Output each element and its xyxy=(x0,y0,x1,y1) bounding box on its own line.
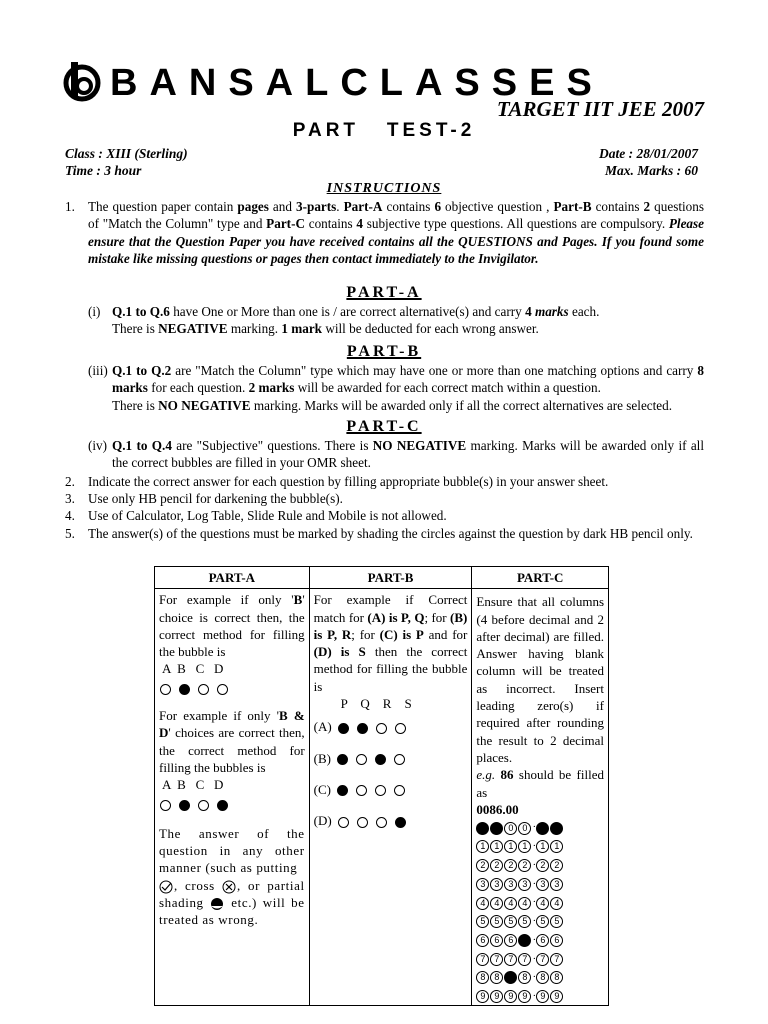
omr-bubble-icon: 4 xyxy=(550,897,563,910)
bubble-empty-icon xyxy=(375,785,386,796)
omr-bubble-icon: 8 xyxy=(536,971,549,984)
omr-bubble-icon: 3 xyxy=(476,878,489,891)
omr-bubble-icon: 4 xyxy=(536,897,549,910)
omr-bubble-icon: 1 xyxy=(490,840,503,853)
cross-bubble-icon xyxy=(222,880,237,894)
omr-bubble-icon: 0 xyxy=(504,822,517,835)
decimal-point: · xyxy=(532,858,537,871)
instruction-number: 4. xyxy=(65,508,75,523)
omr-bubble-icon: 0 xyxy=(518,822,531,835)
omr-bubble-icon: 9 xyxy=(518,990,531,1003)
omr-bubble-filled-icon: 6 xyxy=(518,934,531,947)
omr-bubble-icon: 7 xyxy=(504,953,517,966)
bubble-filled-icon xyxy=(357,723,368,734)
omr-bubble-icon: 8 xyxy=(490,971,503,984)
test-title: PART TEST-2 xyxy=(292,120,476,141)
omr-digit-row xyxy=(476,930,604,949)
omr-digit-row xyxy=(476,893,604,912)
instruction-number: 3. xyxy=(65,491,75,506)
omr-bubble-icon: 9 xyxy=(476,990,489,1003)
omr-bubble-icon: 6 xyxy=(550,934,563,947)
bubble-empty-icon xyxy=(217,684,228,695)
omr-bubble-icon: 8 xyxy=(518,971,531,984)
omr-digit-row xyxy=(476,949,604,968)
max-marks-label: Max. Marks : 60 xyxy=(604,163,698,178)
decimal-point: · xyxy=(532,840,537,853)
bubble-filled-icon xyxy=(395,817,406,828)
omr-bubble-icon: 2 xyxy=(536,859,549,872)
class-label: Class : XIII (Sterling) xyxy=(65,146,188,161)
omr-bubble-icon: 3 xyxy=(518,878,531,891)
omr-bubble-icon: 5 xyxy=(476,915,489,928)
omr-bubble-icon: 1 xyxy=(536,840,549,853)
omr-bubble-icon: 5 xyxy=(518,915,531,928)
omr-bubble-icon: 3 xyxy=(504,878,517,891)
bubble-filled-icon xyxy=(337,754,348,765)
omr-bubble-icon: 2 xyxy=(476,859,489,872)
omr-digit-row xyxy=(476,912,604,931)
omr-bubble-icon: 2 xyxy=(550,859,563,872)
omr-bubble-icon: 8 xyxy=(476,971,489,984)
table-header-part-a: PART-A xyxy=(155,567,310,589)
omr-digit-row xyxy=(476,856,604,875)
omr-bubble-icon: 7 xyxy=(518,953,531,966)
bubble-empty-icon xyxy=(198,684,209,695)
omr-bubble-filled-icon: 0 xyxy=(536,822,549,835)
bubble-filled-icon xyxy=(375,754,386,765)
instruction-1: The question paper contain pages and 3-parts. Part-A contains 6 objective question , Part-B contains 2 questions of "Match the Column" type and Part-C contains 4 subjective type questions. All questions are compulsory. Please ensure that the Question Paper you have received contains all the QUESTIONS and Pages. If you found some mistake like missing questions or pages then contact immediately to the Invigilator. xyxy=(88,199,704,267)
bubble-row-b xyxy=(159,680,305,697)
part-b-example: For example if Correct match for (A) is P, Q; for (B) is P, R; for (C) is P and for (D) is S then the correct method for filling the bubble is xyxy=(313,592,468,694)
omr-example-table xyxy=(154,566,609,1006)
instruction-3: Use only HB pencil for darkening the bubble(s). xyxy=(88,491,343,506)
part-c-instruction: Q.1 to Q.4 are "Subjective" questions. There is NO NEGATIVE marking. Marks will be awarded only if all the correct bubbles are filled in your OMR sheet. xyxy=(112,438,704,471)
omr-digit-row xyxy=(476,987,604,1006)
omr-bubble-icon: 3 xyxy=(536,878,549,891)
bubble-empty-icon xyxy=(356,754,367,765)
part-a-heading: PART-A xyxy=(346,284,422,301)
omr-bubble-icon: 6 xyxy=(504,934,517,947)
omr-digit-grid xyxy=(476,818,604,1005)
instruction-4: Use of Calculator, Log Table, Slide Rule and Mobile is not allowed. xyxy=(88,508,447,523)
bubble-filled-icon xyxy=(337,785,348,796)
date-label: Date : 28/01/2007 xyxy=(599,146,698,161)
omr-bubble-icon: 7 xyxy=(490,953,503,966)
decimal-point: · xyxy=(532,971,537,984)
table-header-part-c: PART-C xyxy=(472,567,609,589)
instruction-number: 1. xyxy=(65,199,75,214)
omr-bubble-icon: 4 xyxy=(504,897,517,910)
bubble-empty-icon xyxy=(376,723,387,734)
bubble-filled-icon xyxy=(179,684,190,695)
bubble-empty-icon xyxy=(394,754,405,765)
bubble-filled-icon xyxy=(338,723,349,734)
part-c-heading: PART-C xyxy=(346,418,422,435)
omr-bubble-icon: 2 xyxy=(490,859,503,872)
part-a-wrong-methods: The answer of the question in any other manner (such as putting , cross , or partial shading etc.) will be treated as wrong. xyxy=(159,825,305,928)
instruction-2: Indicate the correct answer for each question by filling appropriate bubble(s) in your answer sheet. xyxy=(88,474,609,489)
match-row-d: (D) xyxy=(314,812,468,829)
part-c-rules: Ensure that all columns (4 before decimal and 2 after decimal) are filled. Answer having blank column will be treated as incorrect. Insert leading zero(s) if required after rounding the result to 2 decimal places. xyxy=(476,594,604,765)
match-row-c: (C) xyxy=(314,781,468,798)
bubble-empty-icon xyxy=(356,785,367,796)
bubble-empty-icon xyxy=(160,800,171,811)
bubble-empty-icon xyxy=(394,785,405,796)
omr-bubble-icon: 6 xyxy=(490,934,503,947)
instruction-number: 5. xyxy=(65,526,75,541)
table-header-part-b: PART-B xyxy=(309,567,472,589)
time-label: Time : 3 hour xyxy=(65,163,142,178)
bubble-empty-icon xyxy=(376,817,387,828)
bubble-row-bd xyxy=(159,796,305,813)
part-b-cell xyxy=(309,589,472,1006)
omr-bubble-icon: 5 xyxy=(550,915,563,928)
part-a-instruction: Q.1 to Q.6 have One or More than one is / are correct alternative(s) and carry 4 marks each. There is NEGATIVE marking. 1 mark will be deducted for each wrong answer. xyxy=(112,304,600,337)
omr-bubble-icon: 7 xyxy=(550,953,563,966)
part-c-cell xyxy=(472,589,609,1006)
roman-numeral: (i) xyxy=(88,304,101,319)
omr-bubble-icon: 8 xyxy=(550,971,563,984)
bubble-empty-icon xyxy=(160,684,171,695)
omr-bubble-icon: 9 xyxy=(536,990,549,1003)
omr-digit-row xyxy=(476,837,604,856)
partial-shading-bubble-icon xyxy=(209,897,225,911)
decimal-point: · xyxy=(532,989,537,1002)
omr-bubble-filled-icon: 0 xyxy=(476,822,489,835)
decimal-point: · xyxy=(532,915,537,928)
omr-bubble-icon: 4 xyxy=(518,897,531,910)
roman-numeral: (iii) xyxy=(88,363,108,378)
omr-bubble-icon: 5 xyxy=(490,915,503,928)
part-a-example-2: For example if only 'B & D' choices are correct then, the correct method for filling the bubbles is xyxy=(159,708,305,775)
omr-bubble-icon: 4 xyxy=(476,897,489,910)
omr-bubble-icon: 7 xyxy=(476,953,489,966)
instructions-heading: INSTRUCTIONS xyxy=(326,181,442,196)
omr-bubble-filled-icon: 0 xyxy=(550,822,563,835)
omr-bubble-icon: 3 xyxy=(490,878,503,891)
bubble-empty-icon xyxy=(357,817,368,828)
brand-name: BANSALCLASSES xyxy=(110,62,604,104)
roman-numeral: (iv) xyxy=(88,438,108,453)
omr-bubble-icon: 9 xyxy=(490,990,503,1003)
part-b-instruction: Q.1 to Q.2 are "Match the Column" type which may have one or more than one matching options and carry 8 marks for each question. 2 marks will be awarded for each correct match within a question. There is NO NEGATIVE marking. Marks will be awarded only if all the correct alternatives are selected. xyxy=(112,363,704,413)
part-c-example: e.g. 86 should be filled as xyxy=(476,767,604,800)
omr-digit-row xyxy=(476,968,604,987)
decimal-point: · xyxy=(532,877,537,890)
instruction-number: 2. xyxy=(65,474,75,489)
omr-digit-row xyxy=(476,818,604,837)
decimal-point: · xyxy=(532,896,537,909)
match-row-b: (B) xyxy=(314,750,468,767)
omr-bubble-icon: 9 xyxy=(550,990,563,1003)
omr-bubble-icon: 5 xyxy=(504,915,517,928)
bansal-logo-icon xyxy=(62,58,102,102)
pqrs-label: P Q R S xyxy=(340,696,412,712)
omr-bubble-icon: 7 xyxy=(536,953,549,966)
match-row-a: (A) xyxy=(314,718,468,735)
bubble-empty-icon xyxy=(338,817,349,828)
omr-bubble-icon: 6 xyxy=(476,934,489,947)
abcd-label: A B C D xyxy=(162,661,224,677)
part-a-cell xyxy=(155,589,310,1006)
tick-bubble-icon xyxy=(159,880,174,894)
omr-bubble-icon: 1 xyxy=(518,840,531,853)
omr-bubble-icon: 4 xyxy=(490,897,503,910)
omr-bubble-icon: 3 xyxy=(550,878,563,891)
target-label: TARGET IIT JEE 2007 xyxy=(496,97,704,121)
part-b-heading: PART-B xyxy=(346,343,422,360)
bubble-empty-icon xyxy=(395,723,406,734)
omr-bubble-icon: 9 xyxy=(504,990,517,1003)
part-a-example-1: For example if only 'B' choice is correct then, the correct method for filling the bubble is xyxy=(159,592,305,660)
omr-bubble-icon: 2 xyxy=(518,859,531,872)
bubble-filled-icon xyxy=(217,800,228,811)
omr-bubble-icon: 1 xyxy=(476,840,489,853)
omr-bubble-icon: 6 xyxy=(536,934,549,947)
omr-bubble-filled-icon: 0 xyxy=(490,822,503,835)
omr-bubble-icon: 1 xyxy=(550,840,563,853)
bubble-filled-icon xyxy=(179,800,190,811)
omr-bubble-icon: 1 xyxy=(504,840,517,853)
decimal-point: · xyxy=(532,952,537,965)
bubble-empty-icon xyxy=(198,800,209,811)
omr-digit-row xyxy=(476,874,604,893)
instruction-5: The answer(s) of the questions must be marked by shading the circles against the question by dark HB pencil only. xyxy=(88,526,693,541)
omr-bubble-icon: 5 xyxy=(536,915,549,928)
decimal-point: · xyxy=(532,933,537,946)
decimal-point: · xyxy=(532,821,537,834)
omr-bubble-filled-icon: 8 xyxy=(504,971,517,984)
abcd-label: A B C D xyxy=(162,777,224,793)
omr-bubble-icon: 2 xyxy=(504,859,517,872)
part-c-example-value: 0086.00 xyxy=(476,801,519,817)
